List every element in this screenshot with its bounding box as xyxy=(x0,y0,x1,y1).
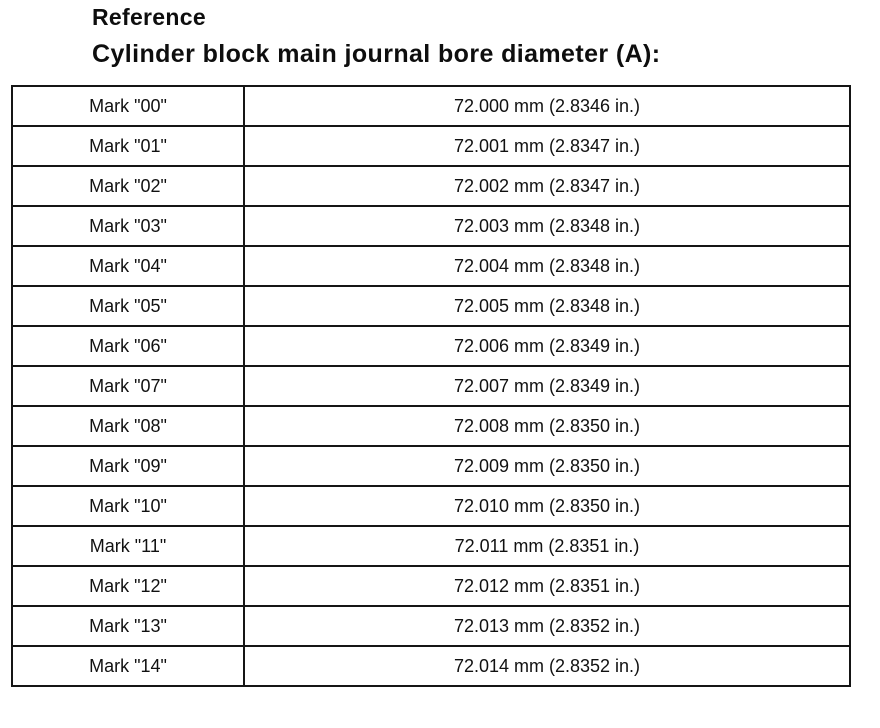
mark-cell: Mark "12" xyxy=(12,566,244,606)
table-row xyxy=(12,86,850,126)
mark-cell: Mark "03" xyxy=(12,206,244,246)
diameter-cell: 72.000 mm (2.8346 in.) xyxy=(244,86,850,126)
mark-cell: Mark "10" xyxy=(12,486,244,526)
table-row xyxy=(12,486,850,526)
table-row xyxy=(12,366,850,406)
mark-cell: Mark "04" xyxy=(12,246,244,286)
diameter-cell: 72.004 mm (2.8348 in.) xyxy=(244,246,850,286)
mark-cell: Mark "13" xyxy=(12,606,244,646)
table-row xyxy=(12,526,850,566)
diameter-cell: 72.008 mm (2.8350 in.) xyxy=(244,406,850,446)
diameter-cell: 72.003 mm (2.8348 in.) xyxy=(244,206,850,246)
mark-cell: Mark "07" xyxy=(12,366,244,406)
diameter-cell: 72.002 mm (2.8347 in.) xyxy=(244,166,850,206)
table-row xyxy=(12,566,850,606)
table-row xyxy=(12,166,850,206)
diameter-cell: 72.007 mm (2.8349 in.) xyxy=(244,366,850,406)
diameter-cell: 72.013 mm (2.8352 in.) xyxy=(244,606,850,646)
mark-cell: Mark "00" xyxy=(12,86,244,126)
diameter-cell: 72.012 mm (2.8351 in.) xyxy=(244,566,850,606)
bore-diameter-table xyxy=(11,85,851,687)
table-title: Cylinder block main journal bore diameter (A): xyxy=(92,40,661,68)
table-row xyxy=(12,646,850,686)
diameter-cell: 72.001 mm (2.8347 in.) xyxy=(244,126,850,166)
diameter-cell: 72.011 mm (2.8351 in.) xyxy=(244,526,850,566)
mark-cell: Mark "02" xyxy=(12,166,244,206)
mark-cell: Mark "14" xyxy=(12,646,244,686)
mark-cell: Mark "05" xyxy=(12,286,244,326)
table-row xyxy=(12,606,850,646)
table-row xyxy=(12,326,850,366)
table-row xyxy=(12,446,850,486)
mark-cell: Mark "01" xyxy=(12,126,244,166)
table-row xyxy=(12,406,850,446)
mark-cell: Mark "08" xyxy=(12,406,244,446)
mark-cell: Mark "11" xyxy=(12,526,244,566)
mark-cell: Mark "06" xyxy=(12,326,244,366)
diameter-cell: 72.006 mm (2.8349 in.) xyxy=(244,326,850,366)
table-row xyxy=(12,206,850,246)
table-row xyxy=(12,126,850,166)
diameter-cell: 72.010 mm (2.8350 in.) xyxy=(244,486,850,526)
table-row xyxy=(12,286,850,326)
reference-heading: Reference xyxy=(92,4,206,30)
diameter-cell: 72.005 mm (2.8348 in.) xyxy=(244,286,850,326)
diameter-cell: 72.014 mm (2.8352 in.) xyxy=(244,646,850,686)
mark-cell: Mark "09" xyxy=(12,446,244,486)
diameter-cell: 72.009 mm (2.8350 in.) xyxy=(244,446,850,486)
table-row xyxy=(12,246,850,286)
